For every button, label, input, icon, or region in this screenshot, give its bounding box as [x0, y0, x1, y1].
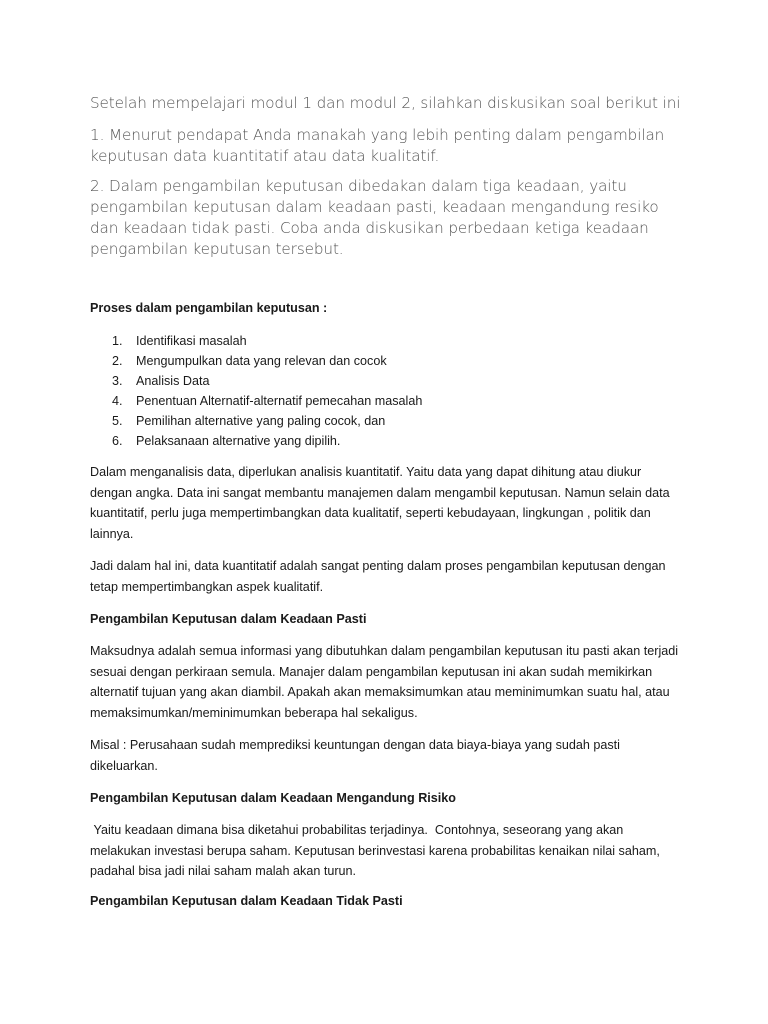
list-item	[90, 351, 680, 371]
process-steps-list	[90, 331, 680, 451]
list-item-text: Pelaksanaan alternative yang dipilih.	[136, 434, 341, 448]
certain-heading: Pengambilan Keputusan dalam Keadaan Pasti	[90, 612, 367, 626]
list-item-text: Analisis Data	[136, 374, 210, 388]
list-item	[90, 331, 680, 351]
list-item-number: 2.	[112, 354, 123, 368]
intro-heading: Setelah mempelajari modul 1 dan modul 2, silahkan diskusikan soal berikut ini	[90, 94, 681, 112]
list-item-number: 1.	[112, 334, 123, 348]
certain-example: Misal : Perusahaan sudah memprediksi keuntungan dengan data biaya-biaya yang sudah pasti dikeluarkan.	[90, 738, 620, 773]
list-item-text: Penentuan Alternatif-alternatif pemecahan masalah	[136, 394, 423, 408]
list-item-number: 3.	[112, 374, 123, 388]
list-item-text: Identifikasi masalah	[136, 334, 247, 348]
list-item	[90, 391, 680, 411]
process-title: Proses dalam pengambilan keputusan :	[90, 301, 328, 315]
question-1: 1. Menurut pendapat Anda manakah yang lebih penting dalam pengambilan keputusan data kuantitatif atau data kualitatif.	[90, 126, 665, 165]
certain-paragraph: Maksudnya adalah semua informasi yang dibutuhkan dalam pengambilan keputusan itu pasti akan terjadi sesuai dengan perkiraan semula. Manajer dalam pengambilan keputusan ini akan sudah memikirkan alternatif tujuan yang akan diambil. Apakah akan memaksimumkan atau meminimumkan suatu hal, atau memaksimumkan/meminimumkan beberapa hal sekaligus.	[90, 644, 679, 720]
list-item-number: 6.	[112, 434, 123, 448]
risk-heading: Pengambilan Keputusan dalam Keadaan Mengandung Risiko	[90, 791, 456, 805]
list-item-number: 4.	[112, 394, 123, 408]
list-item-text: Pemilihan alternative yang paling cocok, dan	[136, 414, 386, 428]
risk-paragraph: Yaitu keadaan dimana bisa diketahui probabilitas terjadinya. Contohnya, seseorang yang akan melakukan investasi berupa saham. Keputusan berinvestasi karena probabilitas kenaikan nilai saham, padahal bisa jadi nilai saham malah akan turun.	[90, 823, 664, 878]
list-item	[90, 411, 680, 431]
analysis-paragraph-1: Dalam menganalisis data, diperlukan analisis kuantitatif. Yaitu data yang dapat dihitung atau diukur dengan angka. Data ini sangat membantu manajemen dalam mengambil keputusan. Namun selain data kuantitatif, perlu juga mempertimbangkan data kualitatif, seperti kebudayaan, lingkungan , politik dan lainnya.	[90, 465, 670, 541]
analysis-paragraph-2: Jadi dalam hal ini, data kuantitatif adalah sangat penting dalam proses pengambilan keputusan dengan tetap mempertimbangkan aspek kualitatif.	[90, 559, 666, 594]
question-2: 2. Dalam pengambilan keputusan dibedakan dalam tiga keadaan, yaitu pengambilan keputusan dalam keadaan pasti, keadaan mengandung resiko dan keadaan tidak pasti. Coba anda diskusikan perbedaan ketiga keadaan pengambilan keputusan tersebut.	[90, 177, 659, 258]
list-item-number: 5.	[112, 414, 123, 428]
list-item-text: Mengumpulkan data yang relevan dan cocok	[136, 354, 387, 368]
list-item	[90, 431, 680, 451]
uncertain-heading: Pengambilan Keputusan dalam Keadaan Tidak Pasti	[90, 894, 403, 908]
list-item	[90, 371, 680, 391]
